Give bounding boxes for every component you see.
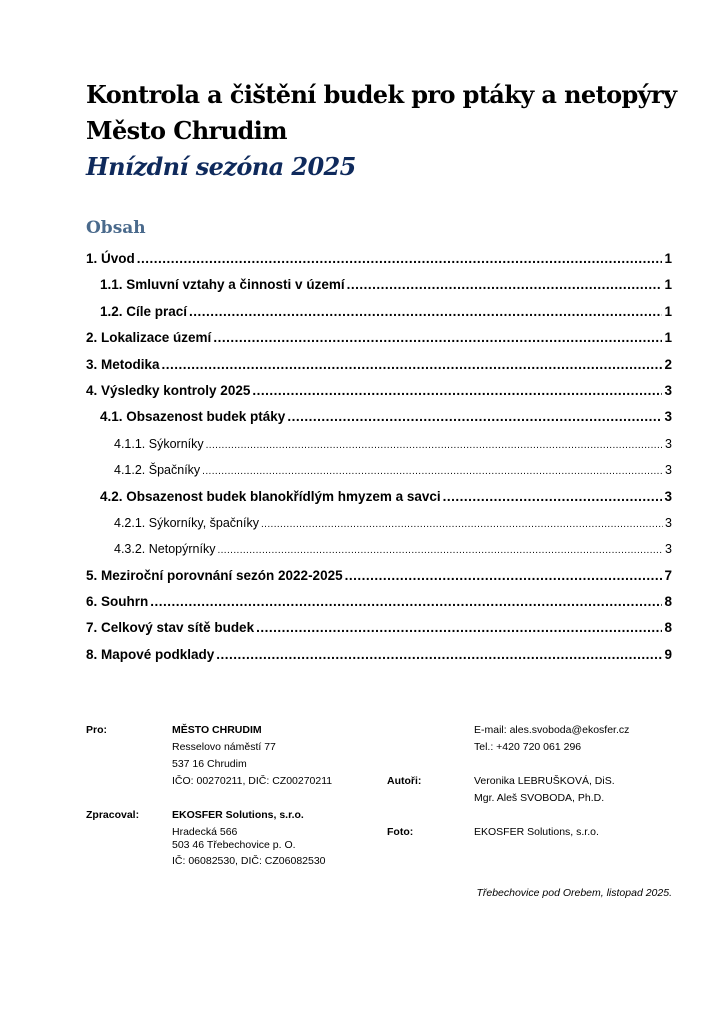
toc-item[interactable] — [86, 378, 672, 404]
toc-item-page: 1 — [664, 251, 672, 266]
toc-leader — [347, 272, 663, 298]
toc-leader — [287, 404, 662, 430]
toc-item[interactable] — [86, 484, 672, 510]
client-ids: IČO: 00270211, DIČ: CZ00270211 — [172, 775, 333, 787]
toc-item-page: 8 — [664, 594, 672, 610]
table-of-contents — [86, 246, 672, 668]
toc-item-label: 6. Souhrn — [86, 589, 150, 615]
client-street: Resselovo náměstí 77 — [172, 741, 276, 753]
processor-name: EKOSFER Solutions, s.r.o. — [172, 809, 304, 821]
toc-item-page: 3 — [664, 409, 672, 425]
author-1: Veronika LEBRUŠKOVÁ, DiS. — [474, 775, 615, 787]
toc-item-page: 3 — [665, 463, 672, 478]
toc-item-label: 8. Mapové podklady — [86, 642, 216, 668]
toc-leader — [213, 325, 662, 351]
photo-credit: EKOSFER Solutions, s.r.o. — [474, 826, 599, 838]
toc-leader — [443, 484, 663, 510]
client-city: 537 16 Chrudim — [172, 758, 247, 770]
toc-leader — [206, 431, 663, 459]
toc-item-page: 1 — [664, 330, 672, 346]
processor-city: 503 46 Třebechovice p. O. — [172, 839, 296, 851]
toc-item[interactable] — [86, 536, 672, 562]
toc-leader — [256, 615, 662, 641]
toc-leader — [202, 457, 663, 485]
toc-item-page: 3 — [665, 436, 672, 451]
toc-item-page: 1 — [664, 277, 672, 293]
toc-item-page: 3 — [665, 515, 672, 530]
toc-item-label: 4. Výsledky kontroly 2025 — [86, 378, 252, 404]
toc-item-page: 8 — [664, 620, 672, 636]
for-label: Pro: — [86, 724, 107, 736]
toc-leader — [345, 563, 663, 589]
toc-item-label: 4.1. Obsazenost budek ptáky — [100, 404, 287, 430]
toc-item-label: 4.2.1. Sýkorníky, špačníky — [114, 510, 261, 536]
toc-leader — [189, 299, 662, 325]
toc-item[interactable] — [86, 615, 672, 641]
toc-leader — [162, 352, 663, 378]
toc-item[interactable] — [86, 272, 672, 298]
toc-item[interactable] — [86, 246, 672, 272]
toc-item-page: 3 — [664, 488, 672, 504]
toc-item[interactable] — [86, 352, 672, 378]
toc-item[interactable] — [86, 589, 672, 615]
contact-phone: Tel.: +420 720 061 296 — [474, 741, 582, 753]
toc-item-label: 1.2. Cíle prací — [100, 299, 189, 325]
toc-item[interactable] — [86, 325, 672, 351]
author-2: Mgr. Aleš SVOBODA, Ph.D. — [474, 792, 605, 804]
toc-item[interactable] — [86, 299, 672, 325]
toc-item-page: 7 — [664, 567, 672, 583]
place-date: Třebechovice pod Orebem, listopad 2025. — [476, 887, 672, 899]
toc-item-label: 4.1.1. Sýkorníky — [114, 431, 206, 457]
toc-item-label: 4.2. Obsazenost budek blanokřídlým hmyzem a savci — [100, 484, 443, 510]
toc-item-page: 3 — [665, 542, 672, 557]
toc-item-page: 1 — [664, 303, 672, 319]
toc-item-label: 4.3.2. Netopýrníky — [114, 536, 217, 562]
toc-leader — [137, 246, 663, 272]
toc-heading: Obsah — [86, 218, 146, 238]
toc-item-label: 4.1.2. Špačníky — [114, 457, 202, 483]
toc-item-label: 5. Meziroční porovnání sezón 2022-2025 — [86, 563, 345, 589]
toc-leader — [217, 536, 663, 564]
toc-item[interactable] — [86, 457, 672, 483]
toc-item-label: 7. Celkový stav sítě budek — [86, 615, 256, 641]
document-title: Kontrola a čištění budek pro ptáky a netopýry — [86, 80, 677, 109]
toc-leader — [150, 589, 662, 615]
processed-label: Zpracoval: — [86, 809, 140, 821]
toc-item-label: 1.1. Smluvní vztahy a činnosti v území — [100, 272, 347, 298]
toc-item[interactable] — [86, 431, 672, 457]
processor-ids: IČ: 06082530, DIČ: CZ06082530 — [172, 855, 326, 867]
toc-item-page: 9 — [664, 646, 672, 662]
client-name: MĚSTO CHRUDIM — [172, 724, 262, 736]
processor-street: Hradecká 566 — [172, 826, 238, 838]
toc-leader — [216, 642, 662, 668]
toc-leader — [252, 378, 662, 404]
contact-email[interactable]: E-mail: ales.svoboda@ekosfer.cz — [474, 724, 630, 736]
toc-item[interactable] — [86, 642, 672, 668]
toc-leader — [261, 510, 663, 538]
toc-item[interactable] — [86, 563, 672, 589]
toc-item-page: 3 — [664, 382, 672, 398]
photo-label: Foto: — [387, 826, 414, 838]
authors-label: Autoři: — [387, 775, 422, 787]
toc-item-page: 2 — [664, 356, 672, 372]
toc-item-label: 1. Úvod — [86, 246, 137, 272]
document-title-city: Město Chrudim — [86, 116, 287, 145]
toc-item[interactable] — [86, 404, 672, 430]
toc-item[interactable] — [86, 510, 672, 536]
toc-item-label: 3. Metodika — [86, 352, 162, 378]
document-subtitle: Hnízdní sezóna 2025 — [86, 152, 356, 181]
toc-item-label: 2. Lokalizace území — [86, 325, 213, 351]
